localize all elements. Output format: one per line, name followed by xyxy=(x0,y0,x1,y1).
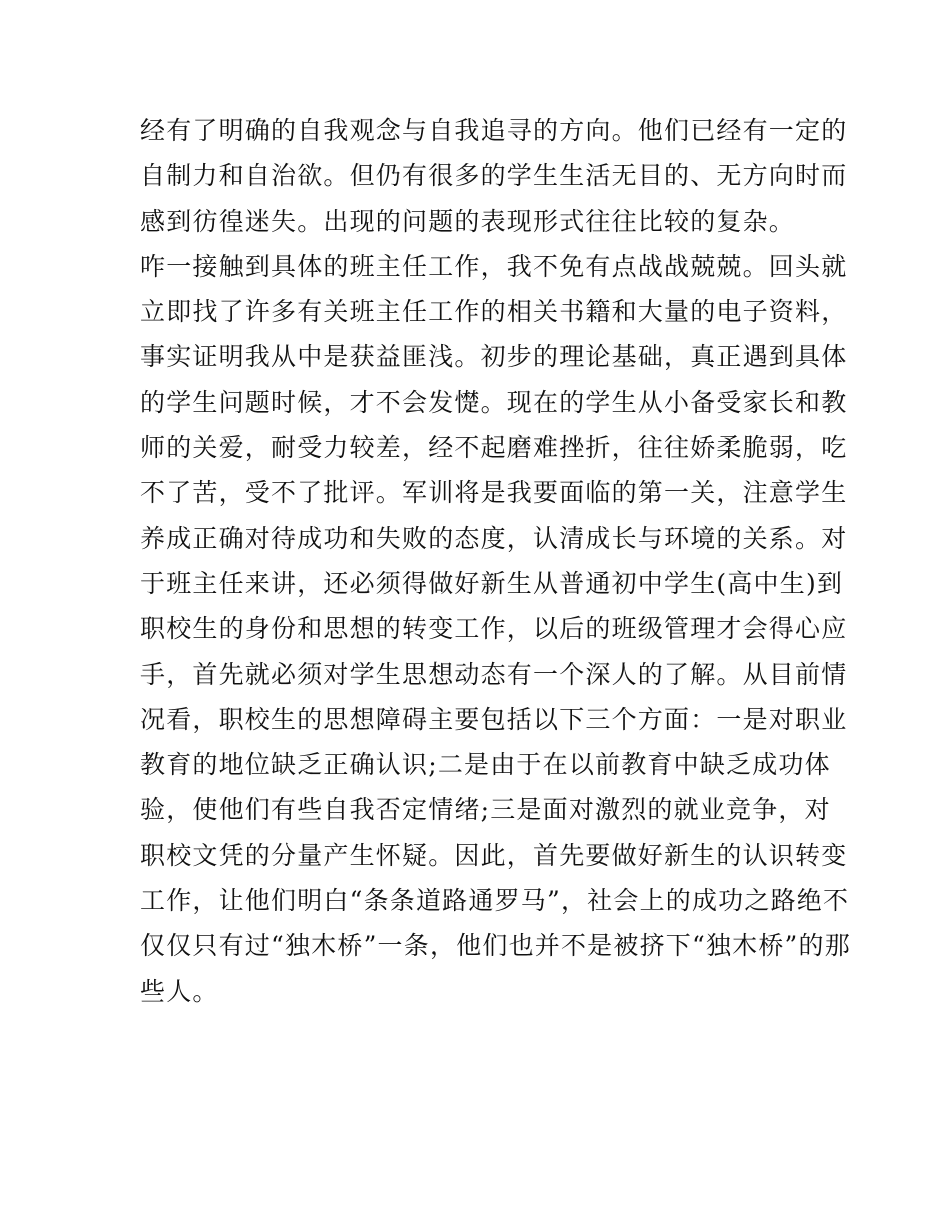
text-line: 职校生的身份和思想的转变工作，以后的班级管理才会得心应 xyxy=(140,614,848,644)
text-line: 师的关爱，耐受力较差，经不起磨难挫折，往往娇柔脆弱，吃 xyxy=(140,433,848,463)
text-line: 于班主任来讲，还必须得做好新生从普通初中学生(高中生)到 xyxy=(140,568,844,598)
text-line: 养成正确对待成功和失败的态度，认清成长与环境的关系。对 xyxy=(140,523,848,553)
text-line: 的学生问题时候，才不会发憷。现在的学生从小备受家长和教 xyxy=(140,387,848,417)
text-line: 经有了明确的自我观念与自我追寻的方向。他们已经有一定的 xyxy=(140,116,848,145)
text-line: 工作，让他们明白“条条道路通罗马”，社会上的成功之路绝不 xyxy=(140,886,850,916)
text-line: 况看，职校生的思想障碍主要包括以下三个方面：一是对职业 xyxy=(140,704,848,734)
text-line: 事实证明我从中是获益匪浅。初步的理论基础，真正遇到具体 xyxy=(140,342,848,372)
text-line: 不了苦，受不了批评。军训将是我要面临的第一关，注意学生 xyxy=(140,478,848,508)
text-line: 立即找了许多有关班主任工作的相关书籍和大量的电子资料， xyxy=(140,297,848,327)
text-line: 仅仅只有过“独木桥”一条，他们也并不是被挤下“独木桥”的那 xyxy=(140,931,851,961)
text-line: 感到彷徨迷失。出现的问题的表现形式往往比较的复杂。 xyxy=(140,206,796,236)
text-line: 自制力和自治欲。但仍有很多的学生生活无目的、无方向时而 xyxy=(140,161,848,191)
text-line: 手，首先就必须对学生思想动态有一个深人的了解。从目前情 xyxy=(140,659,848,689)
text-line: 些人。 xyxy=(140,976,219,1006)
text-line: 职校文凭的分量产生怀疑。因此，首先要做好新生的认识转变 xyxy=(140,840,848,870)
text-line: 验，使他们有些自我否定情绪;三是面对激烈的就业竞争，对 xyxy=(140,795,831,825)
text-line: 咋一接触到具体的班主任工作，我不免有点战战兢兢。回头就 xyxy=(140,251,848,281)
text-line: 教育的地位缺乏正确认识;二是由于在以前教育中缺乏成功体 xyxy=(140,750,831,780)
body-text xyxy=(140,108,851,1014)
